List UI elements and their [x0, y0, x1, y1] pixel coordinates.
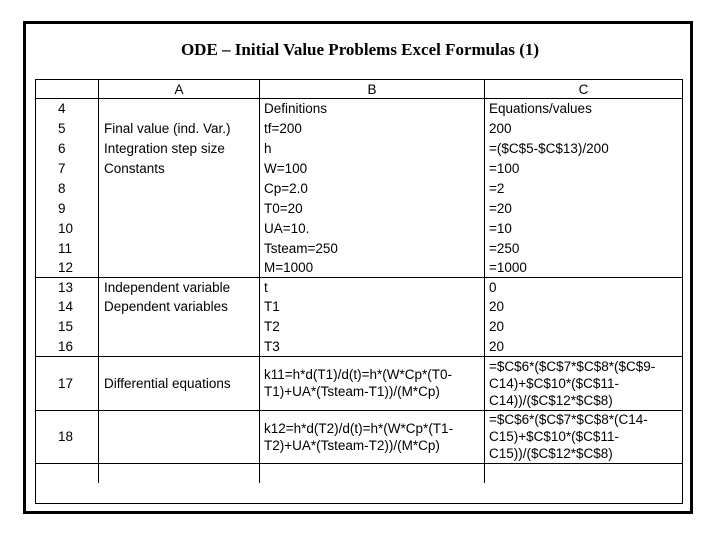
row-number: 12 [58, 260, 74, 275]
table-row [36, 356, 682, 410]
cell-a [98, 258, 259, 277]
cell-b: T1 [259, 297, 484, 316]
cell-a [98, 238, 259, 258]
empty-row [36, 463, 682, 483]
table-row [36, 158, 682, 178]
table-row [36, 277, 682, 297]
cell-b: t [259, 277, 484, 297]
cell-c: 20 [484, 297, 682, 316]
table-row [36, 410, 682, 463]
table-row [36, 238, 682, 258]
cell-c: 20 [484, 336, 682, 356]
cell-c: =$C$6*($C$7*$C$8*(C14-C15)+$C$10*($C$11-C15))/($C$12*$C$8) [484, 410, 682, 463]
column-header-b: B [259, 80, 484, 98]
cell-b: Definitions [259, 98, 484, 118]
cell-b: k12=h*d(T2)/d(t)=h*(W*Cp*(T1-T2)+UA*(Tsteam-T2))/(M*Cp) [259, 410, 484, 463]
cell-a: Final value (ind. Var.) [98, 118, 259, 138]
cell-b: T2 [259, 316, 484, 336]
table-row [36, 258, 682, 277]
row-number: 10 [58, 220, 74, 236]
column-header-c: C [484, 80, 682, 98]
row-number: 5 [58, 120, 66, 136]
cell-a: Differential equations [98, 356, 259, 410]
empty-cell [98, 463, 259, 483]
column-header-a: A [98, 80, 259, 98]
cell-b: tf=200 [259, 118, 484, 138]
cell-b: UA=10. [259, 218, 484, 238]
cell-c: =$C$6*($C$7*$C$8*($C$9-C14)+$C$10*($C$11-C14))/($C$12*$C$8) [484, 356, 682, 410]
cell-c: =2 [484, 178, 682, 198]
row-number: 4 [58, 100, 66, 116]
table-row [36, 316, 682, 336]
cell-a: Integration step size [98, 138, 259, 158]
cell-c: 0 [484, 277, 682, 297]
cell-a [98, 178, 259, 198]
cell-a [98, 410, 259, 463]
cell-a: Dependent variables [98, 297, 259, 316]
slide-title: ODE – Initial Value Problems Excel Formulas (1) [180, 40, 540, 59]
spreadsheet-table [35, 79, 683, 504]
cell-a [98, 336, 259, 356]
cell-b: Tsteam=250 [259, 238, 484, 258]
cell-a [98, 316, 259, 336]
row-number: 8 [58, 180, 66, 196]
row-number: 6 [58, 140, 66, 156]
cell-c: =100 [484, 158, 682, 178]
cell-c: =20 [484, 198, 682, 218]
cell-a [98, 98, 259, 118]
table-row [36, 336, 682, 356]
row-number: 9 [58, 200, 66, 216]
table-row [36, 98, 682, 118]
column-header-row [36, 80, 682, 98]
empty-cell [484, 463, 682, 483]
row-number: 15 [58, 318, 74, 334]
table-row [36, 218, 682, 238]
row-number: 16 [58, 338, 74, 354]
cell-a [98, 218, 259, 238]
table-row [36, 178, 682, 198]
table-row [36, 297, 682, 316]
cell-c: =10 [484, 218, 682, 238]
cell-a [98, 198, 259, 218]
cell-c: =($C$5-$C$13)/200 [484, 138, 682, 158]
cell-c: =1000 [484, 258, 682, 277]
cell-c: =250 [484, 238, 682, 258]
table-row [36, 138, 682, 158]
cell-b: k11=h*d(T1)/d(t)=h*(W*Cp*(T0-T1)+UA*(Tsteam-T1))/(M*Cp) [259, 356, 484, 410]
table-row [36, 118, 682, 138]
cell-b: T3 [259, 336, 484, 356]
cell-b: T0=20 [259, 198, 484, 218]
cell-b: W=100 [259, 158, 484, 178]
row-number-header [36, 80, 98, 98]
empty-cell [259, 463, 484, 483]
cell-b: Cp=2.0 [259, 178, 484, 198]
row-number: 11 [58, 240, 73, 256]
cell-a: Independent variable [98, 277, 259, 297]
row-number: 13 [58, 279, 74, 295]
row-number: 18 [58, 429, 74, 444]
row-number: 14 [58, 299, 74, 314]
cell-b: h [259, 138, 484, 158]
cell-a: Constants [98, 158, 259, 178]
table-row [36, 198, 682, 218]
cell-b: M=1000 [259, 258, 484, 277]
cell-c: 20 [484, 316, 682, 336]
cell-c: Equations/values [484, 98, 682, 118]
empty-cell [36, 463, 98, 483]
row-number: 7 [58, 160, 66, 176]
row-number: 17 [58, 375, 74, 391]
cell-c: 200 [484, 118, 682, 138]
